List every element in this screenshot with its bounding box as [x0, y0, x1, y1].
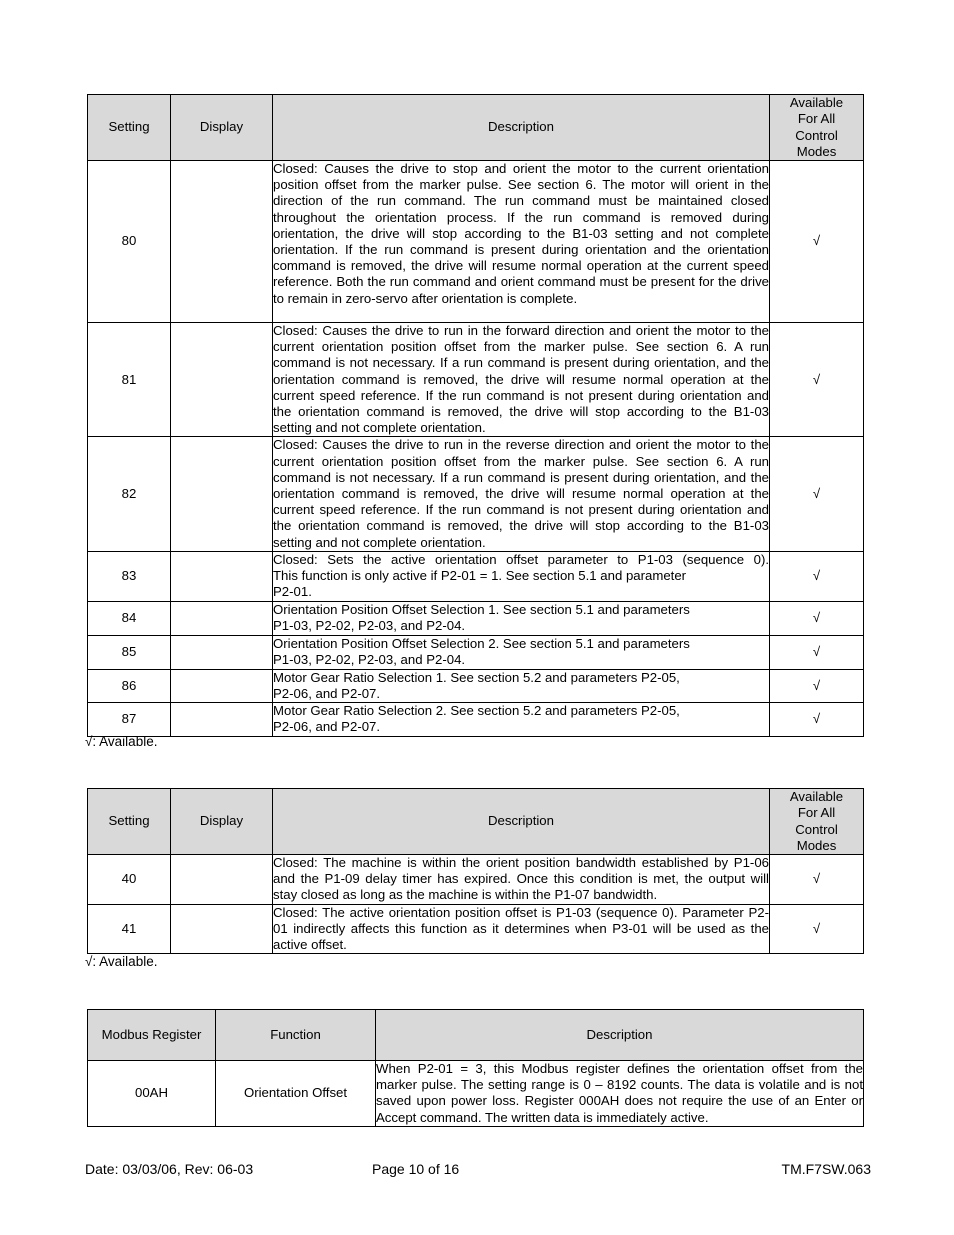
table-row — [88, 855, 864, 905]
table-header-row — [88, 789, 864, 855]
description-cell: Closed: Causes the drive to run in the reverse direction and orient the motor to the current orientation position offset from the marker pulse. See section 6. A run command is not necessary. If a run command is present during orientation, and the orientation command is removed, the drive will resume normal operation at the current speed reference. If the run command is not present during orientation and the orientation command is removed, the drive will stop according to the B1-03 setting and not complete orientation. — [273, 437, 769, 550]
display-cell — [171, 161, 273, 323]
setting-cell: 82 — [88, 437, 171, 551]
table-row — [88, 161, 864, 323]
register-cell: 00AH — [88, 1061, 216, 1127]
available-check: √ — [770, 551, 864, 601]
display-cell — [171, 635, 273, 669]
display-header: Display — [171, 789, 273, 855]
display-cell — [171, 904, 273, 954]
table-row — [88, 669, 864, 702]
description-cell: Closed: The machine is within the orient position bandwidth established by P1-06 and the P1-09 delay timer has expired. Once this condition is met, the output will stay closed as long as the machine is within the P1-07 bandwidth. — [273, 855, 769, 903]
setting-cell: 86 — [88, 669, 171, 702]
available-check: √ — [770, 437, 864, 551]
availability-note: √: Available. — [85, 954, 158, 969]
setting-cell: 41 — [88, 904, 171, 954]
description-cell: Motor Gear Ratio Selection 1. See section 5.2 and parameters P2-05, P2-06, and P2-07. — [273, 669, 770, 702]
table-header-row — [88, 1010, 864, 1061]
display-cell — [171, 669, 273, 702]
setting-header: Setting — [88, 95, 171, 161]
display-cell — [171, 703, 273, 736]
description-cell: Motor Gear Ratio Selection 2. See section 5.2 and parameters P2-05, P2-06, and P2-07. — [273, 703, 770, 736]
modbus-register-table — [87, 1009, 864, 1127]
function-header: Function — [216, 1010, 376, 1061]
description-cell: Closed: Sets the active orientation offset parameter to P1-03 (sequence 0). This function is only active if P2-01 = 1. See section 5.1 and parameter P2-01. — [273, 551, 770, 601]
display-cell — [171, 601, 273, 635]
function-cell: Orientation Offset — [216, 1061, 376, 1127]
available-check: √ — [770, 703, 864, 736]
availability-note: √: Available. — [85, 734, 158, 749]
table-row — [88, 551, 864, 601]
description-cell: Orientation Position Offset Selection 2. See section 5.1 and parameters P1-03, P2-02, P2-03, and P2-04. — [273, 635, 770, 669]
display-cell — [171, 323, 273, 437]
available-check: √ — [770, 161, 864, 323]
table-row — [88, 323, 864, 437]
available-header: Available For All Control Modes — [770, 789, 864, 855]
footer-page-number: Page 10 of 16 — [372, 1161, 460, 1177]
table-row — [88, 635, 864, 669]
display-cell — [171, 437, 273, 551]
available-check: √ — [770, 635, 864, 669]
description-cell: Orientation Position Offset Selection 1. See section 5.1 and parameters P1-03, P2-02, P2-03, and P2-04. — [273, 601, 770, 635]
available-header: Available For All Control Modes — [770, 95, 864, 161]
display-cell — [171, 855, 273, 905]
setting-cell: 40 — [88, 855, 171, 905]
setting-cell: 85 — [88, 635, 171, 669]
description-header: Description — [273, 95, 770, 161]
register-header: Modbus Register — [88, 1010, 216, 1061]
available-check: √ — [770, 323, 864, 437]
description-cell: Closed: Causes the drive to run in the forward direction and orient the motor to the current orientation position offset from the marker pulse. See section 6. A run command is not necessary. If a run command is present during orientation, and the orientation command is removed, the drive will resume normal operation at the current speed reference. If the run command is not present during orientation and the orientation command is removed, the drive will stop according to the B1-03 setting and not complete orientation. — [273, 323, 769, 436]
available-check: √ — [770, 855, 864, 905]
setting-cell: 81 — [88, 323, 171, 437]
table-header-row — [88, 95, 864, 161]
setting-cell: 83 — [88, 551, 171, 601]
footer-document-id: TM.F7SW.063 — [781, 1161, 871, 1177]
available-check: √ — [770, 904, 864, 954]
table-row — [88, 904, 864, 954]
multifunction-input-settings-table — [87, 94, 864, 737]
available-check: √ — [770, 669, 864, 702]
display-header: Display — [171, 95, 273, 161]
setting-cell: 84 — [88, 601, 171, 635]
table-row — [88, 437, 864, 551]
description-header: Description — [376, 1010, 864, 1061]
available-check: √ — [770, 601, 864, 635]
setting-cell: 87 — [88, 703, 171, 736]
description-cell: Closed: The active orientation position offset is P1-03 (sequence 0). Parameter P2-01 indirectly affects this function as it determines when P3-01 will be used as the active offset. — [273, 904, 769, 953]
table-row — [88, 601, 864, 635]
description-cell: Closed: Causes the drive to stop and orient the motor to the current orientation position offset from the marker pulse. See section 6. The motor will orient in the direction of the run command. The run command must be maintained closed throughout the orientation process. If the run command is removed during orientation, the drive will stop according to the B1-03 setting and not complete orientation. If the run command is present during orientation and the orientation command is removed, the drive will resume normal operation at the current speed reference. Both the run command and orient command must be present for the drive to remain in zero-servo after orientation is complete. — [273, 161, 770, 323]
table-row — [88, 1061, 864, 1127]
setting-header: Setting — [88, 789, 171, 855]
setting-cell: 80 — [88, 161, 171, 323]
description-cell: When P2-01 = 3, this Modbus register defines the orientation offset from the marker pulse. The setting range is 0 – 8192 counts. The data is volatile and is not saved upon power loss. Register 000AH does not require the use of an Enter or Accept command. The written data is immediately active. — [376, 1061, 863, 1125]
multifunction-output-settings-table — [87, 788, 864, 954]
display-cell — [171, 551, 273, 601]
footer-date: Date: 03/03/06, Rev: 06-03 — [85, 1161, 254, 1177]
table-row — [88, 703, 864, 736]
description-header: Description — [273, 789, 770, 855]
